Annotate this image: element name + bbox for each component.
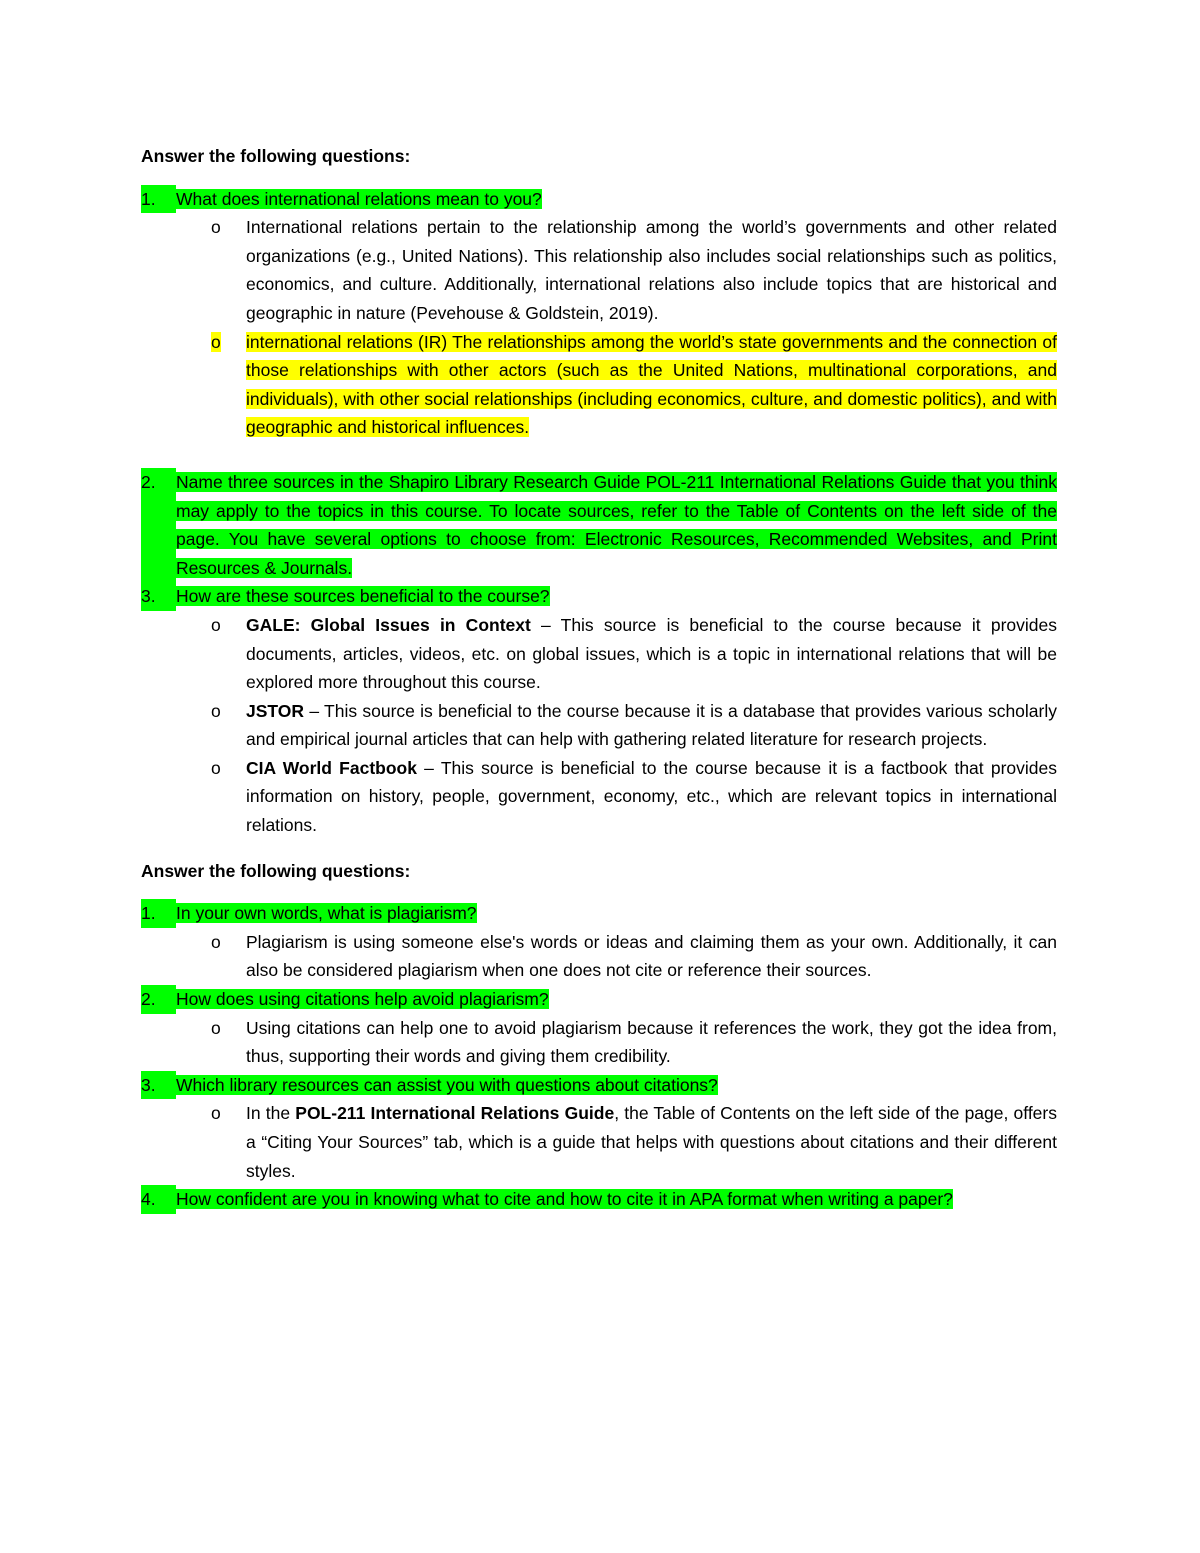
bullet-icon: o: [211, 217, 221, 238]
answer-bullet: [141, 928, 1057, 985]
source-description: – This source is beneficial to the course because it provides documents, articles, videos, etc. on global issues, which is a topic in international relations that will be explored more throughout this course.: [246, 614, 1057, 693]
question-text: In your own words, what is plagiarism?: [176, 903, 477, 924]
bullet-icon: o: [211, 331, 221, 352]
question-1: [141, 185, 1057, 214]
question-number: 2.: [141, 468, 176, 582]
question-2: [141, 468, 1057, 582]
guide-name: POL-211 International Relations Guide: [295, 1103, 615, 1124]
section1-heading: Answer the following questions:: [141, 146, 411, 166]
answer-bullet: [141, 1099, 1057, 1185]
question-text: How confident are you in knowing what to cite and how to cite it in APA format when writing a paper?: [176, 1189, 953, 1210]
question-text: Which library resources can assist you with questions about citations?: [176, 1074, 718, 1095]
answer-text: International relations pertain to the relationship among the world’s governments and other related organizations (e.g., United Nations). This relationship also includes social relationships such as politics, economics, and culture. Additionally, international relations also include topics that are historical and geographic in nature (Pevehouse & Goldstein, 2019).: [246, 217, 1057, 323]
question-number: 4.: [141, 1185, 176, 1214]
bullet-icon: o: [211, 757, 221, 778]
answer-prefix: In the: [246, 1103, 296, 1124]
source-name: JSTOR: [246, 700, 305, 721]
bullet-icon: o: [211, 700, 221, 721]
question-text: How are these sources beneficial to the course?: [176, 586, 550, 607]
source-name: GALE: Global Issues in Context: [246, 614, 531, 635]
document-body: [141, 142, 1057, 1214]
source-bullet-gale: [141, 611, 1057, 697]
answer-bullet-definition: [141, 328, 1057, 442]
question-2: [141, 985, 1057, 1014]
section2-heading: Answer the following questions:: [141, 860, 411, 881]
question-4: [141, 1185, 1057, 1214]
question-3: [141, 1071, 1057, 1100]
definition-text: international relations (IR) The relationships among the world’s state governments and the connection of those relationships with other actors (such as the United Nations, multinational corporations, and individuals), with other social relationships (including economics, culture, and domestic politics), and with geographic and historical influences.: [246, 331, 1057, 438]
question-number: 2.: [141, 985, 176, 1014]
bullet-icon: o: [211, 1017, 221, 1038]
question-3: [141, 582, 1057, 611]
bullet-icon: o: [211, 614, 221, 635]
source-name: CIA World Factbook: [246, 757, 417, 778]
question-text: How does using citations help avoid plagiarism?: [176, 989, 549, 1010]
answer-text: , the Table of Contents on the left side of the page, offers a “Citing Your Sources” tab, which is a guide that helps with questions about citations and their different styles.: [246, 1103, 1057, 1181]
answer-bullet: [141, 1014, 1057, 1071]
question-number: 1.: [141, 185, 176, 214]
source-description: – This source is beneficial to the course because it is a factbook that provides information on history, people, government, economy, etc., which are relevant topics in international relations.: [246, 757, 1058, 836]
source-description: – This source is beneficial to the course because it is a database that provides various scholarly and empirical journal articles that can help with gathering related literature for research projects.: [246, 700, 1057, 750]
question-text: What does international relations mean to you?: [176, 188, 542, 209]
question-number: 3.: [141, 582, 176, 611]
question-1: [141, 899, 1057, 928]
source-bullet-jstor: [141, 697, 1057, 754]
source-bullet-cia: [141, 754, 1057, 840]
bullet-icon: o: [211, 1103, 221, 1124]
question-number: 3.: [141, 1071, 176, 1100]
question-number: 1.: [141, 899, 176, 928]
question-text: Name three sources in the Shapiro Library Research Guide POL-211 International Relations Guide that you think may apply to the topics in this course. To locate sources, refer to the Table of Contents on the left side of the page. You have several options to choose from: Electronic Resources, Recommended Websites, and Print Resources & Journals.: [176, 471, 1057, 578]
answer-bullet: [141, 213, 1057, 327]
answer-text: Using citations can help one to avoid plagiarism because it references the work, they got the idea from, thus, supporting their words and giving them credibility.: [246, 1017, 1057, 1067]
answer-text: Plagiarism is using someone else's words or ideas and claiming them as your own. Additionally, it can also be considered plagiarism when one does not cite or reference their sources.: [246, 931, 1057, 981]
bullet-icon: o: [211, 931, 221, 952]
